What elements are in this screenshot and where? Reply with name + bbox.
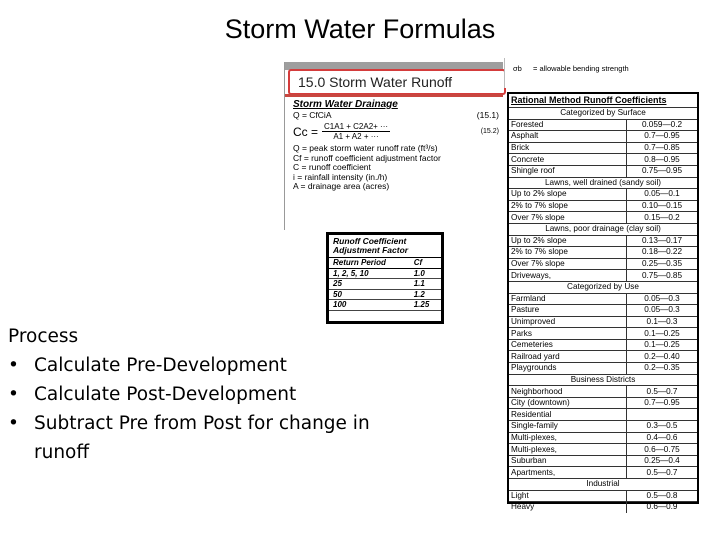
definition-line: Cf = runoff coefficient adjustment factor [293,152,441,163]
coefficient-value: 0.05—0.3 [627,305,698,317]
section-rule [285,94,503,97]
process-item [8,351,408,380]
process-item-text: Calculate Pre-Development [34,355,287,376]
strip-symbol: σb [513,64,522,73]
surface-label: Up to 2% slope [509,235,627,247]
category-header-row [509,281,697,293]
equation-15-1 [293,110,499,120]
table-row [329,300,441,311]
table-row [329,289,441,300]
definition-line: i = rainfall intensity (in./h) [293,171,388,182]
coefficient-value: 0.25—0.4 [627,455,698,467]
category-header-row [509,177,697,189]
table-row [509,212,697,224]
formula-body [293,100,499,192]
coefficient-value: 0.5—0.7 [627,386,698,398]
process-item [8,380,408,409]
category-label: Lawns, well drained (sandy soil) [509,177,697,189]
return-period-cell: 25 [329,279,410,290]
coefficient-value [627,409,698,421]
table-row [509,502,697,513]
coefficient-value: 0.18—0.22 [627,247,698,259]
cf-cell: 1.25 [410,300,441,311]
return-period-cell: 50 [329,289,410,300]
col-header-return-period: Return Period [329,258,410,268]
table-row [329,279,441,290]
runoff-coefficient-table [507,92,699,512]
surface-label: Light [509,490,627,502]
table-row [509,142,697,154]
table-row [509,165,697,177]
surface-label: Railroad yard [509,351,627,363]
coefficient-value: 0.3—0.5 [627,421,698,433]
surface-label: City (downtown) [509,397,627,409]
definitions [293,144,499,192]
cc-denominator: A1 + A2 + ··· [333,132,379,141]
equation-15-2 [293,122,499,141]
category-label: Lawns, poor drainage (clay soil) [509,223,697,235]
table-row [509,467,697,479]
adjustment-factor-table [326,232,444,324]
process-heading: Process [8,326,79,347]
bullet: • [8,384,19,405]
category-header-row [509,108,697,120]
surface-label: 2% to 7% slope [509,247,627,259]
table-row [509,409,697,421]
surface-label: Heavy [509,502,627,513]
table-row [509,200,697,212]
table-row [509,339,697,351]
coefficient-value: 0.2—0.35 [627,363,698,375]
category-label: Categorized by Surface [509,108,697,120]
table-row [509,351,697,363]
surface-label: Single-family [509,421,627,433]
coefficient-value: 0.7—0.95 [627,397,698,409]
equation-ref: (15.2) [480,127,499,135]
table-row [509,293,697,305]
category-label: Business Districts [509,374,697,386]
surface-label: Neighborhood [509,386,627,398]
surface-label: Over 7% slope [509,212,627,224]
top-strip [504,58,703,88]
table-row [509,455,697,467]
surface-label: Over 7% slope [509,258,627,270]
cc-fraction [322,122,390,141]
surface-label: Asphalt [509,131,627,143]
equation-ref: (15.1) [476,110,499,120]
category-label: Categorized by Use [509,281,697,293]
surface-label: Pasture [509,305,627,317]
coefficient-value: 0.5—0.8 [627,490,698,502]
category-header-row [509,223,697,235]
bullet: • [8,355,19,376]
table-row [509,247,697,259]
coefficient-value: 0.2—0.40 [627,351,698,363]
coefficient-value: 0.8—0.95 [627,154,698,166]
table-row [509,328,697,340]
strip-text: = allowable bending strength [533,64,629,73]
table-row [329,268,441,279]
table-row [509,305,697,317]
surface-label: Residential [509,409,627,421]
surface-label: Playgrounds [509,363,627,375]
table-row [509,189,697,201]
coefficient-rows [509,108,697,513]
table-row [509,490,697,502]
table-row [509,154,697,166]
coefficient-table-title: Rational Method Runoff Coefficients [511,95,667,105]
table-row [509,397,697,409]
adjustment-title: Runoff Coefficient Adjustment Factor [329,235,441,258]
surface-label: Up to 2% slope [509,189,627,201]
surface-label: Unimproved [509,316,627,328]
coefficient-value: 0.1—0.25 [627,339,698,351]
definition-line: A = drainage area (acres) [293,181,390,191]
surface-label: Cemeteries [509,339,627,351]
coefficient-value: 0.05—0.1 [627,189,698,201]
bullet: • [8,413,19,434]
table-row [509,363,697,375]
table-row [509,270,697,282]
coefficient-value: 0.4—0.6 [627,432,698,444]
surface-label: Multi-plexes, [509,432,627,444]
surface-label: Concrete [509,154,627,166]
coefficient-value: 0.6—0.75 [627,444,698,456]
table-row [509,421,697,433]
table-row [509,119,697,131]
section-heading: 15.0 Storm Water Runoff [288,69,506,95]
definition-line: C = runoff coefficient [293,162,371,172]
surface-label: Suburban [509,455,627,467]
table-row [509,235,697,247]
coefficient-value: 0.5—0.7 [627,467,698,479]
coefficient-value: 0.6—0.9 [627,502,698,513]
coefficient-value: 0.7—0.85 [627,142,698,154]
surface-label: Parks [509,328,627,340]
coefficient-value: 0.7—0.95 [627,131,698,143]
col-header-cf: Cf [410,258,441,268]
coefficient-value: 0.75—0.95 [627,165,698,177]
equation-text: Q = CfCiA [293,110,332,120]
coefficient-value: 0.1—0.3 [627,316,698,328]
coefficient-value: 0.75—0.85 [627,270,698,282]
coefficient-value: 0.15—0.2 [627,212,698,224]
coefficient-value: 0.10—0.15 [627,200,698,212]
surface-label: Forested [509,119,627,131]
formula-card [284,62,503,230]
coefficient-value: 0.13—0.17 [627,235,698,247]
definition-line: Q = peak storm water runoff rate (ft³/s) [293,143,438,153]
cc-numerator: C1A1 + C2A2+ ··· [324,122,389,131]
coefficient-value: 0.1—0.25 [627,328,698,340]
cf-cell: 1.0 [410,268,441,279]
coefficient-value: 0.059—0.2 [627,119,698,131]
coefficient-value: 0.05—0.3 [627,293,698,305]
process-item-text: Calculate Post-Development [34,384,297,405]
page-title: Storm Water Formulas [224,14,496,44]
return-period-cell: 1, 2, 5, 10 [329,268,410,279]
category-header-row [509,374,697,386]
surface-label: Farmland [509,293,627,305]
category-header-row [509,479,697,491]
table-row [509,316,697,328]
coefficient-value: 0.25—0.35 [627,258,698,270]
table-row [509,386,697,398]
surface-label: Apartments, [509,467,627,479]
table-row [509,258,697,270]
drainage-subheading: Storm Water Drainage [293,99,398,110]
return-period-cell: 100 [329,300,410,311]
process-item [8,409,408,467]
surface-label: Driveways, [509,270,627,282]
cc-lhs: Cc = [293,124,319,139]
cf-cell: 1.1 [410,279,441,290]
table-row [509,444,697,456]
category-label: Industrial [509,479,697,491]
surface-label: Shingle roof [509,165,627,177]
cf-cell: 1.2 [410,289,441,300]
table-row [509,131,697,143]
surface-label: 2% to 7% slope [509,200,627,212]
surface-label: Brick [509,142,627,154]
process-notes [8,322,408,467]
table-row [509,432,697,444]
process-item-text: Subtract Pre from Post for change in runoff [34,413,370,463]
surface-label: Multi-plexes, [509,444,627,456]
